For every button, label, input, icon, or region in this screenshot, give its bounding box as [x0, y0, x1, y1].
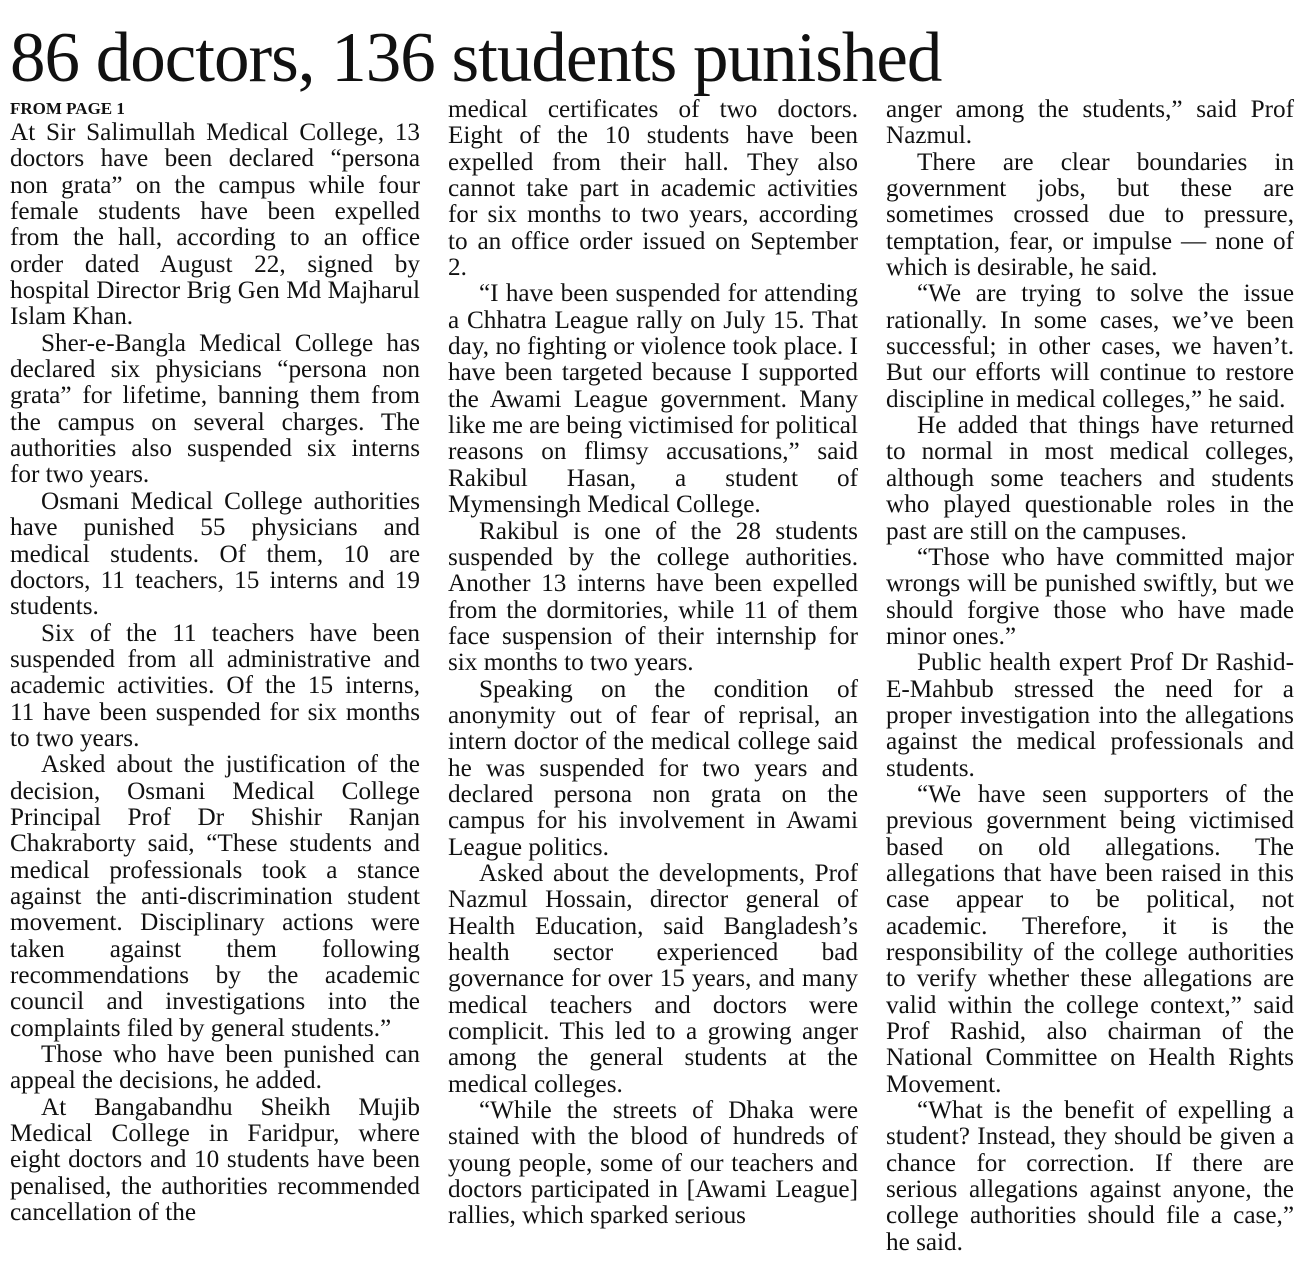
article-column-2 — [448, 97, 858, 1230]
paragraph: “I have been suspended for attending a Chhatra League rally on July 15. That day, no fighting or violence took place. I have been targeted because I supported the Awami League government. Many like me are being victimised for political reasons on flimsy accusations,” said Rakibul Hasan, a student of Mymensingh Medical College. — [448, 280, 858, 519]
paragraph: “What is the benefit of expelling a student? Instead, they should be given a chance for correction. If there are serious allegations against anyone, the college authorities should file a case,” he said. — [886, 1097, 1294, 1256]
paragraph: Six of the 11 teachers have been suspended from all administrative and academic activities. Of the 15 interns, 11 have been suspended for six months to two years. — [10, 619, 420, 752]
paragraph: There are clear boundaries in government jobs, but these are sometimes crossed due to pressure, temptation, fear, or impulse — none of which is desirable, he said. — [886, 148, 1294, 282]
paragraph: Osmani Medical College authorities have punished 55 physicians and medical students. Of them, 10 are doctors, 11 teachers, 15 interns and 19 students. — [10, 487, 420, 621]
paragraph: Rakibul is one of the 28 students suspended by the college authorities. Another 13 interns have been expelled from the dormitories, while 11 of them face suspension of their internship for six months to two years. — [448, 517, 858, 677]
paragraph: medical certificates of two doctors. Eight of the 10 students have been expelled from their hall. They also cannot take part in academic activities for six months to two years, according to an office order issued on September 2. — [448, 96, 858, 282]
paragraph: anger among the students,” said Prof Nazmul. — [886, 96, 1294, 150]
paragraph: He added that things have returned to normal in most medical colleges, although some teachers and students who played questionable roles in the past are still on the campuses. — [886, 412, 1294, 545]
headline: 86 doctors, 136 students punished — [10, 19, 942, 97]
article-column-3 — [886, 97, 1294, 1256]
paragraph: Those who have been punished can appeal the decisions, he added. — [10, 1041, 420, 1095]
paragraph: Speaking on the condition of anonymity out of fear of reprisal, an intern doctor of the medical college said he was suspended for two years and declared persona non grata on the campus for his involvement in Awami League politics. — [448, 675, 858, 861]
paragraph: “We have seen supporters of the previous government being victimised based on old allegations. The allegations that have been raised in this case appear to be political, not academic. Therefore, it is the responsibility of the college authorities to verify whether these allegations are valid within the college context,” said Prof Rashid, also chairman of the National Committee on Health Rights Movement. — [886, 780, 1294, 1098]
dateline: FROM PAGE 1 — [10, 99, 125, 118]
paragraph: “While the streets of Dhaka were stained with the blood of hundreds of young people, some of our teachers and doctors participated in [Awami League] rallies, which sparked serious — [448, 1097, 858, 1230]
paragraph: “Those who have committed major wrongs will be punished swiftly, but we should forgive those who have made minor ones.” — [886, 543, 1294, 650]
paragraph: At Sir Salimullah Medical College, 13 doctors have been declared “persona non grata” on the campus while four female students have been expelled from the hall, according to an office order dated August 22, signed by hospital Director Brig Gen Md Majharul Islam Khan. — [10, 119, 420, 331]
paragraph: Sher-e-Bangla Medical College has declared six physicians “persona non grata” for lifetime, banning them from the campus on several charges. The authorities also suspended six interns for two years. — [10, 329, 420, 489]
paragraph: Asked about the developments, Prof Nazmul Hossain, director general of Health Education, said Bangladesh’s health sector experienced bad governance for over 15 years, and many medical teachers and doctors were complicit. This led to a growing anger among the general students at the medical colleges. — [448, 859, 858, 1098]
paragraph: “We are trying to solve the issue rationally. In some cases, we’ve been successful; in other cases, we haven’t. But our efforts will continue to restore discipline in medical colleges,” he said. — [886, 280, 1294, 413]
article-column-1 — [10, 97, 420, 1226]
paragraph: At Bangabandhu Sheikh Mujib Medical College in Faridpur, where eight doctors and 10 students have been penalised, the authorities recommended cancellation of the — [10, 1093, 420, 1227]
paragraph: Public health expert Prof Dr Rashid-E-Mahbub stressed the need for a proper investigation into the allegations against the medical professionals and students. — [886, 649, 1294, 782]
paragraph: Asked about the justification of the decision, Osmani Medical College Principal Prof Dr Shishir Ranjan Chakraborty said, “These students and medical professionals took a stance against the anti-discrimination student movement. Disciplinary actions were taken against them following recommendations by the academic council and investigations into the complaints filed by general students.” — [10, 751, 420, 1042]
